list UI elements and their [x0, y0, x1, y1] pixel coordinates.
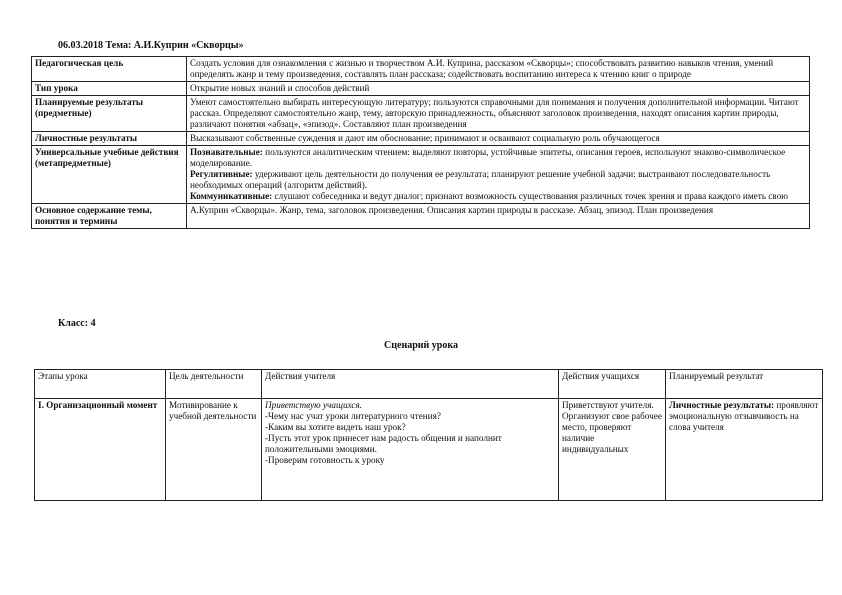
uud-communicative-text: слушают собеседника и ведут диалог; признают возможность существования различных точек зрения и права каждого иметь свою	[272, 191, 789, 201]
uud-regulatory	[190, 169, 806, 191]
teacher-line: -Каким вы хотите видеть наш урок?	[265, 422, 406, 432]
scenario-table	[34, 369, 823, 501]
uud-regulatory-text: удерживают цель деятельности до получения ее результата; планируют решение учебной задачи: выстраивают последовательность необходимых операций (алгоритм действий).	[190, 169, 771, 190]
table-row	[35, 399, 823, 501]
table-row	[32, 146, 810, 204]
teacher-line: -Чему нас учат уроки литературного чтения?	[265, 411, 441, 421]
uud-cognitive-label: Познавательные:	[190, 147, 263, 157]
result-cell	[666, 399, 823, 501]
teacher-line: -Проверим готовность к уроку	[265, 455, 385, 465]
column-header: Действия учителя	[262, 370, 559, 399]
grade-label: Класс: 4	[58, 318, 96, 329]
uud-communicative-label: Коммуникативные:	[190, 191, 273, 201]
row-label: Педагогическая цель	[32, 57, 187, 82]
row-label: Планируемые результаты (предметные)	[32, 96, 187, 132]
column-header: Этапы урока	[35, 370, 166, 399]
teacher-intro: Приветствую учащихся.	[265, 400, 363, 410]
row-value: Открытие новых знаний и способов действий	[187, 82, 810, 96]
row-value: Создать условия для ознакомления с жизнью и творчеством А.И. Куприна, рассказом «Скворцы»; способствовать развитию навыков чтения, умений определять жанр и тему произведения, составлять план рассказа; содействовать воспитанию интереса к чтению книг о природе	[187, 57, 810, 82]
row-label: Универсальные учебные действия (метапредметные)	[32, 146, 187, 204]
row-value	[187, 146, 810, 204]
scenario-title: Сценарий урока	[384, 340, 458, 351]
teacher-cell	[262, 399, 559, 501]
row-value: Высказывают собственные суждения и дают им обоснование; принимают и осваивают социальную роль обучающегося	[187, 132, 810, 146]
table-row	[32, 132, 810, 146]
result-label: Личностные результаты:	[669, 400, 775, 410]
teacher-line: -Пусть этот урок принесет нам радость общения и наполнит положительными эмоциями.	[265, 433, 502, 454]
column-header: Действия учащихся	[559, 370, 666, 399]
row-value: А.Куприн «Скворцы». Жанр, тема, заголовок произведения. Описания картин природы в рассказе. Абзац, эпизод. План произведения	[187, 204, 810, 229]
goal-cell: Мотивирование к учебной деятельности	[166, 399, 262, 501]
stage-cell: I. Организационный момент	[35, 399, 166, 501]
lesson-info-table	[31, 56, 810, 229]
row-value: Умеют самостоятельно выбирать интересующую литературу; пользуются справочными для понимания и получения дополнительной информации. Читают рассказ. Определяют самостоятельно жанр, тему, авторскую принадлежность, объясняют заголовок произведения, находят описания картин природы, различают понятия «абзац», «эпизод». Составляют план произведения	[187, 96, 810, 132]
column-header: Планируемый результат	[666, 370, 823, 399]
table-row	[32, 57, 810, 82]
table-row	[32, 96, 810, 132]
column-header: Цель деятельности	[166, 370, 262, 399]
table-row	[32, 204, 810, 229]
table-header-row	[35, 370, 823, 399]
row-label: Личностные результаты	[32, 132, 187, 146]
table-row	[32, 82, 810, 96]
uud-regulatory-label: Регулятивные:	[190, 169, 253, 179]
row-label: Тип урока	[32, 82, 187, 96]
students-cell: Приветствуют учителя. Организуют свое рабочее место, проверяют наличие индивидуальных	[559, 399, 666, 501]
uud-communicative	[190, 191, 806, 202]
row-label: Основное содержание темы, понятия и термины	[32, 204, 187, 229]
result-text: проявляют эмоциональную отзывчивость на слова учителя	[669, 400, 819, 432]
uud-cognitive	[190, 147, 806, 169]
page-title: 06.03.2018 Тема: А.И.Куприн «Скворцы»	[58, 40, 244, 51]
uud-cognitive-text: пользуются аналитическим чтением: выделяют повторы, устойчивые эпитеты, описания героев, используют знаково-символическое моделирование.	[190, 147, 786, 168]
